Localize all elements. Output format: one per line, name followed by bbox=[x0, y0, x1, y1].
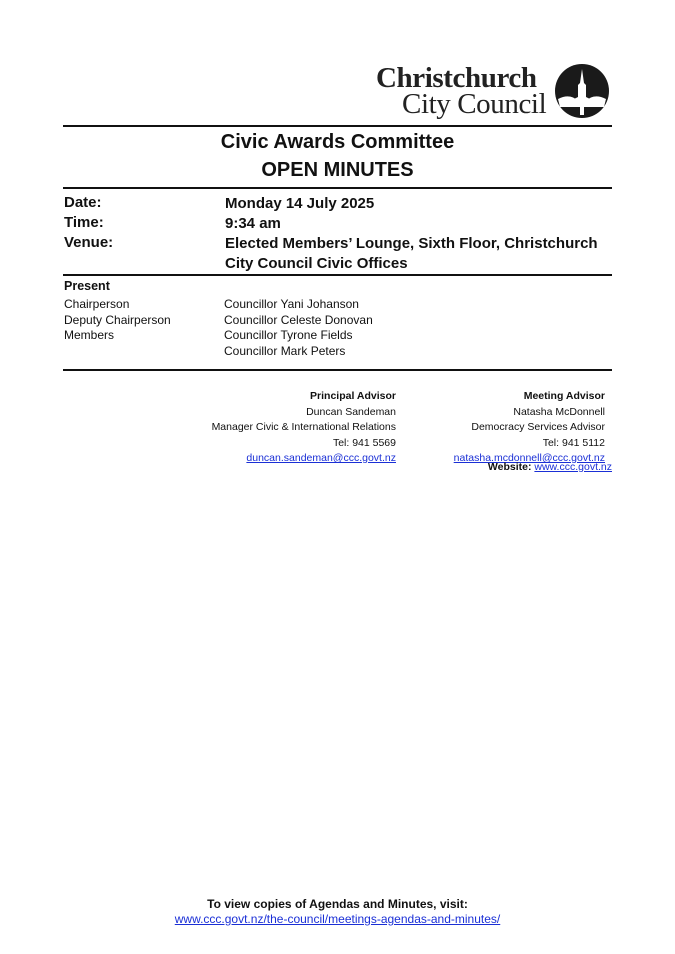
present-divider bbox=[63, 369, 612, 371]
member-name: Councillor Mark Peters bbox=[224, 344, 346, 358]
time-label: Time: bbox=[64, 214, 104, 231]
meeting-advisor-block bbox=[454, 389, 605, 467]
principal-advisor-email-link[interactable]: duncan.sandeman@ccc.govt.nz bbox=[246, 452, 396, 464]
member-name: Councillor Celeste Donovan bbox=[224, 313, 373, 327]
meeting-advisor-heading: Meeting Advisor bbox=[523, 390, 605, 402]
top-divider bbox=[63, 125, 612, 127]
role-members: Members bbox=[64, 328, 115, 342]
present-heading: Present bbox=[64, 279, 110, 293]
footer-text: To view copies of Agendas and Minutes, visit: bbox=[207, 897, 468, 911]
date-value: Monday 14 July 2025 bbox=[225, 195, 375, 212]
principal-advisor-name: Duncan Sandeman bbox=[306, 405, 396, 418]
committee-title: Civic Awards Committee bbox=[220, 131, 455, 153]
venue-label: Venue: bbox=[64, 234, 114, 251]
venue-value: Elected Members’ Lounge, Sixth Floor, Christchurch City Council Civic Offices bbox=[225, 235, 598, 272]
principal-advisor-tel: Tel: 941 5569 bbox=[332, 436, 396, 449]
member-name: Councillor Tyrone Fields bbox=[224, 328, 353, 342]
role-chairperson: Chairperson bbox=[64, 297, 130, 311]
principal-advisor-heading: Principal Advisor bbox=[310, 390, 396, 402]
logo-text-line1: Christchurch bbox=[376, 62, 537, 94]
title-divider bbox=[63, 187, 612, 189]
meta-divider bbox=[63, 274, 612, 276]
website-link[interactable]: www.ccc.govt.nz bbox=[534, 461, 612, 473]
time-value: 9:34 am bbox=[225, 215, 281, 232]
meeting-advisor-email-link[interactable]: natasha.mcdonnell@ccc.govt.nz bbox=[453, 452, 605, 464]
principal-advisor-position: Manager Civic & International Relations bbox=[211, 421, 396, 433]
meeting-advisor-tel: Tel: 941 5112 bbox=[542, 436, 605, 449]
website-label: Website: bbox=[487, 461, 532, 473]
footer-minutes-link[interactable]: www.ccc.govt.nz/the-council/meetings-agendas-and-minutes/ bbox=[174, 912, 501, 926]
website-line bbox=[488, 460, 612, 476]
document-type-title: OPEN MINUTES bbox=[261, 159, 414, 181]
meeting-advisor-name: Natasha McDonnell bbox=[513, 405, 605, 418]
date-label: Date: bbox=[64, 194, 102, 211]
meeting-advisor-position: Democracy Services Advisor bbox=[471, 421, 605, 433]
member-name: Councillor Yani Johanson bbox=[224, 297, 359, 311]
principal-advisor-block bbox=[212, 389, 396, 467]
cathedral-spire-icon bbox=[554, 63, 610, 119]
council-logo bbox=[374, 60, 612, 122]
logo-text-line2: City Council bbox=[402, 88, 547, 120]
role-deputy-chairperson: Deputy Chairperson bbox=[64, 313, 171, 327]
